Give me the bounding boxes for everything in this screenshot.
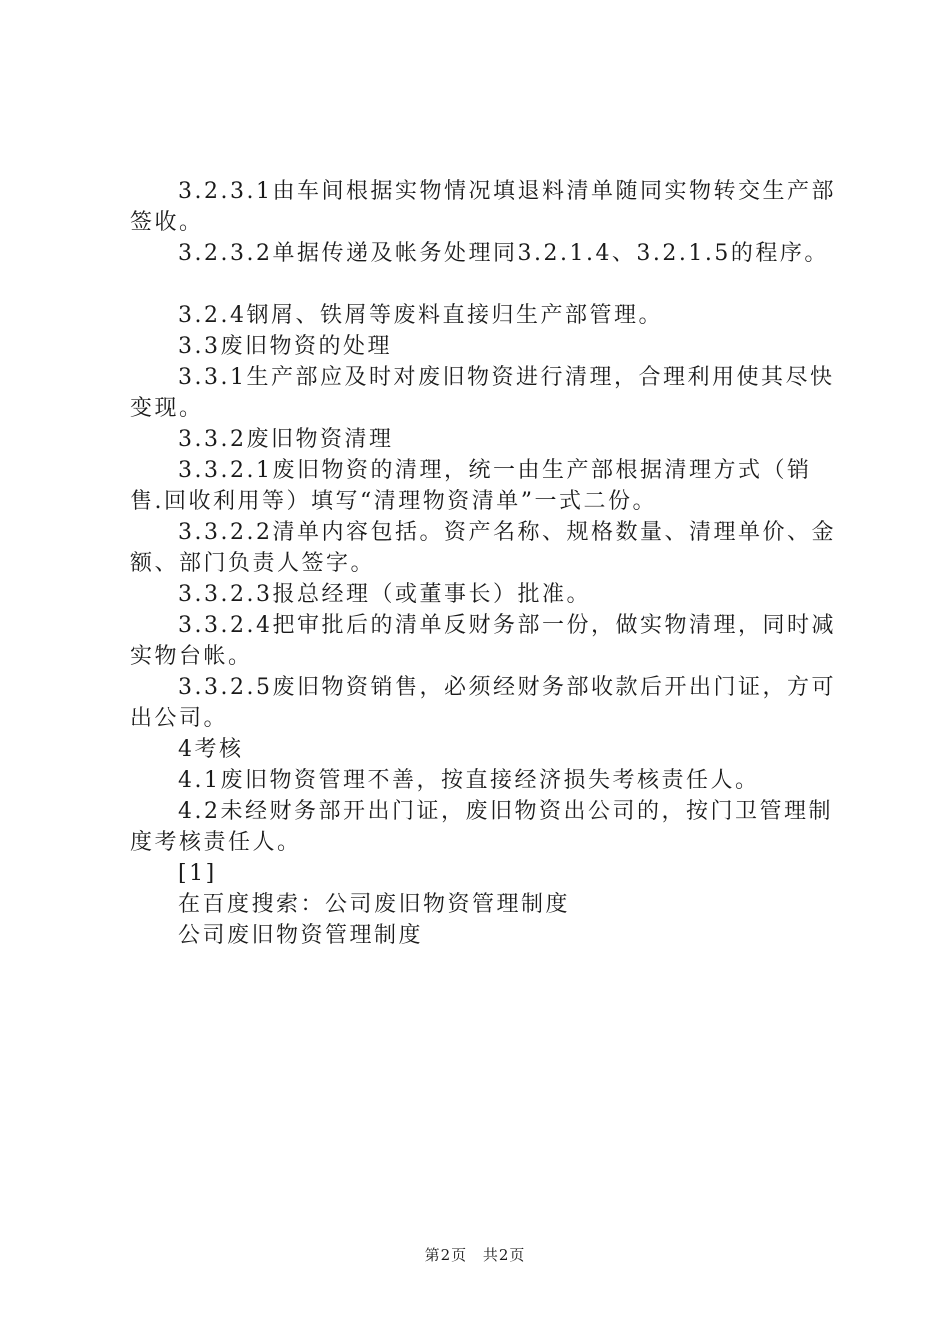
- section-heading-4: 4考核: [178, 737, 244, 762]
- paragraph-3-2-3-2: 3.2.3.2单据传递及帐务处理同3.2.1.4、3.2.1.5的程序。: [178, 241, 829, 266]
- section-heading-3-3-2: 3.3.2废旧物资清理: [178, 427, 394, 452]
- section-heading-3-3: 3.3废旧物资的处理: [178, 334, 392, 359]
- page-number: 第2页: [424, 1246, 468, 1264]
- paragraph-3-3-2-4: 3.3.2.4把审批后的清单反财务部一份，做实物清理，同时减实物台帐。: [130, 613, 836, 669]
- document-body: [130, 176, 840, 951]
- paragraph-3-2-3-1: 3.2.3.1由车间根据实物情况填退料清单随同实物转交生产部签收。: [130, 179, 836, 235]
- document-title-line: 公司废旧物资管理制度: [178, 923, 424, 948]
- search-note: 在百度搜索：公司废旧物资管理制度: [178, 892, 571, 917]
- paragraph-4-2: 4.2未经财务部开出门证，废旧物资出公司的，按门卫管理制度考核责任人。: [130, 799, 833, 855]
- paragraph-4-1: 4.1废旧物资管理不善，按直接经济损失考核责任人。: [178, 768, 760, 793]
- paragraph-3-3-2-1: 3.3.2.1废旧物资的清理，统一由生产部根据清理方式（销售.回收利用等）填写“清理物资清单”一式二份。: [130, 458, 812, 514]
- reference-marker: [1]: [178, 861, 217, 886]
- page-footer: [0, 1244, 950, 1265]
- paragraph-3-3-2-2: 3.3.2.2清单内容包括。资产名称、规格数量、清理单价、金额、部门负责人签字。: [130, 520, 836, 576]
- paragraph-3-3-2-5: 3.3.2.5废旧物资销售，必须经财务部收款后开出门证，方可出公司。: [130, 675, 836, 731]
- paragraph-3-3-2-3: 3.3.2.3报总经理（或董事长）批准。: [178, 582, 591, 607]
- paragraph-3-2-4: 3.2.4钢屑、铁屑等废料直接归生产部管理。: [178, 303, 663, 328]
- page-total: 共2页: [482, 1246, 526, 1264]
- paragraph-3-3-1: 3.3.1生产部应及时对废旧物资进行清理，合理利用使其尽快变现。: [130, 365, 835, 421]
